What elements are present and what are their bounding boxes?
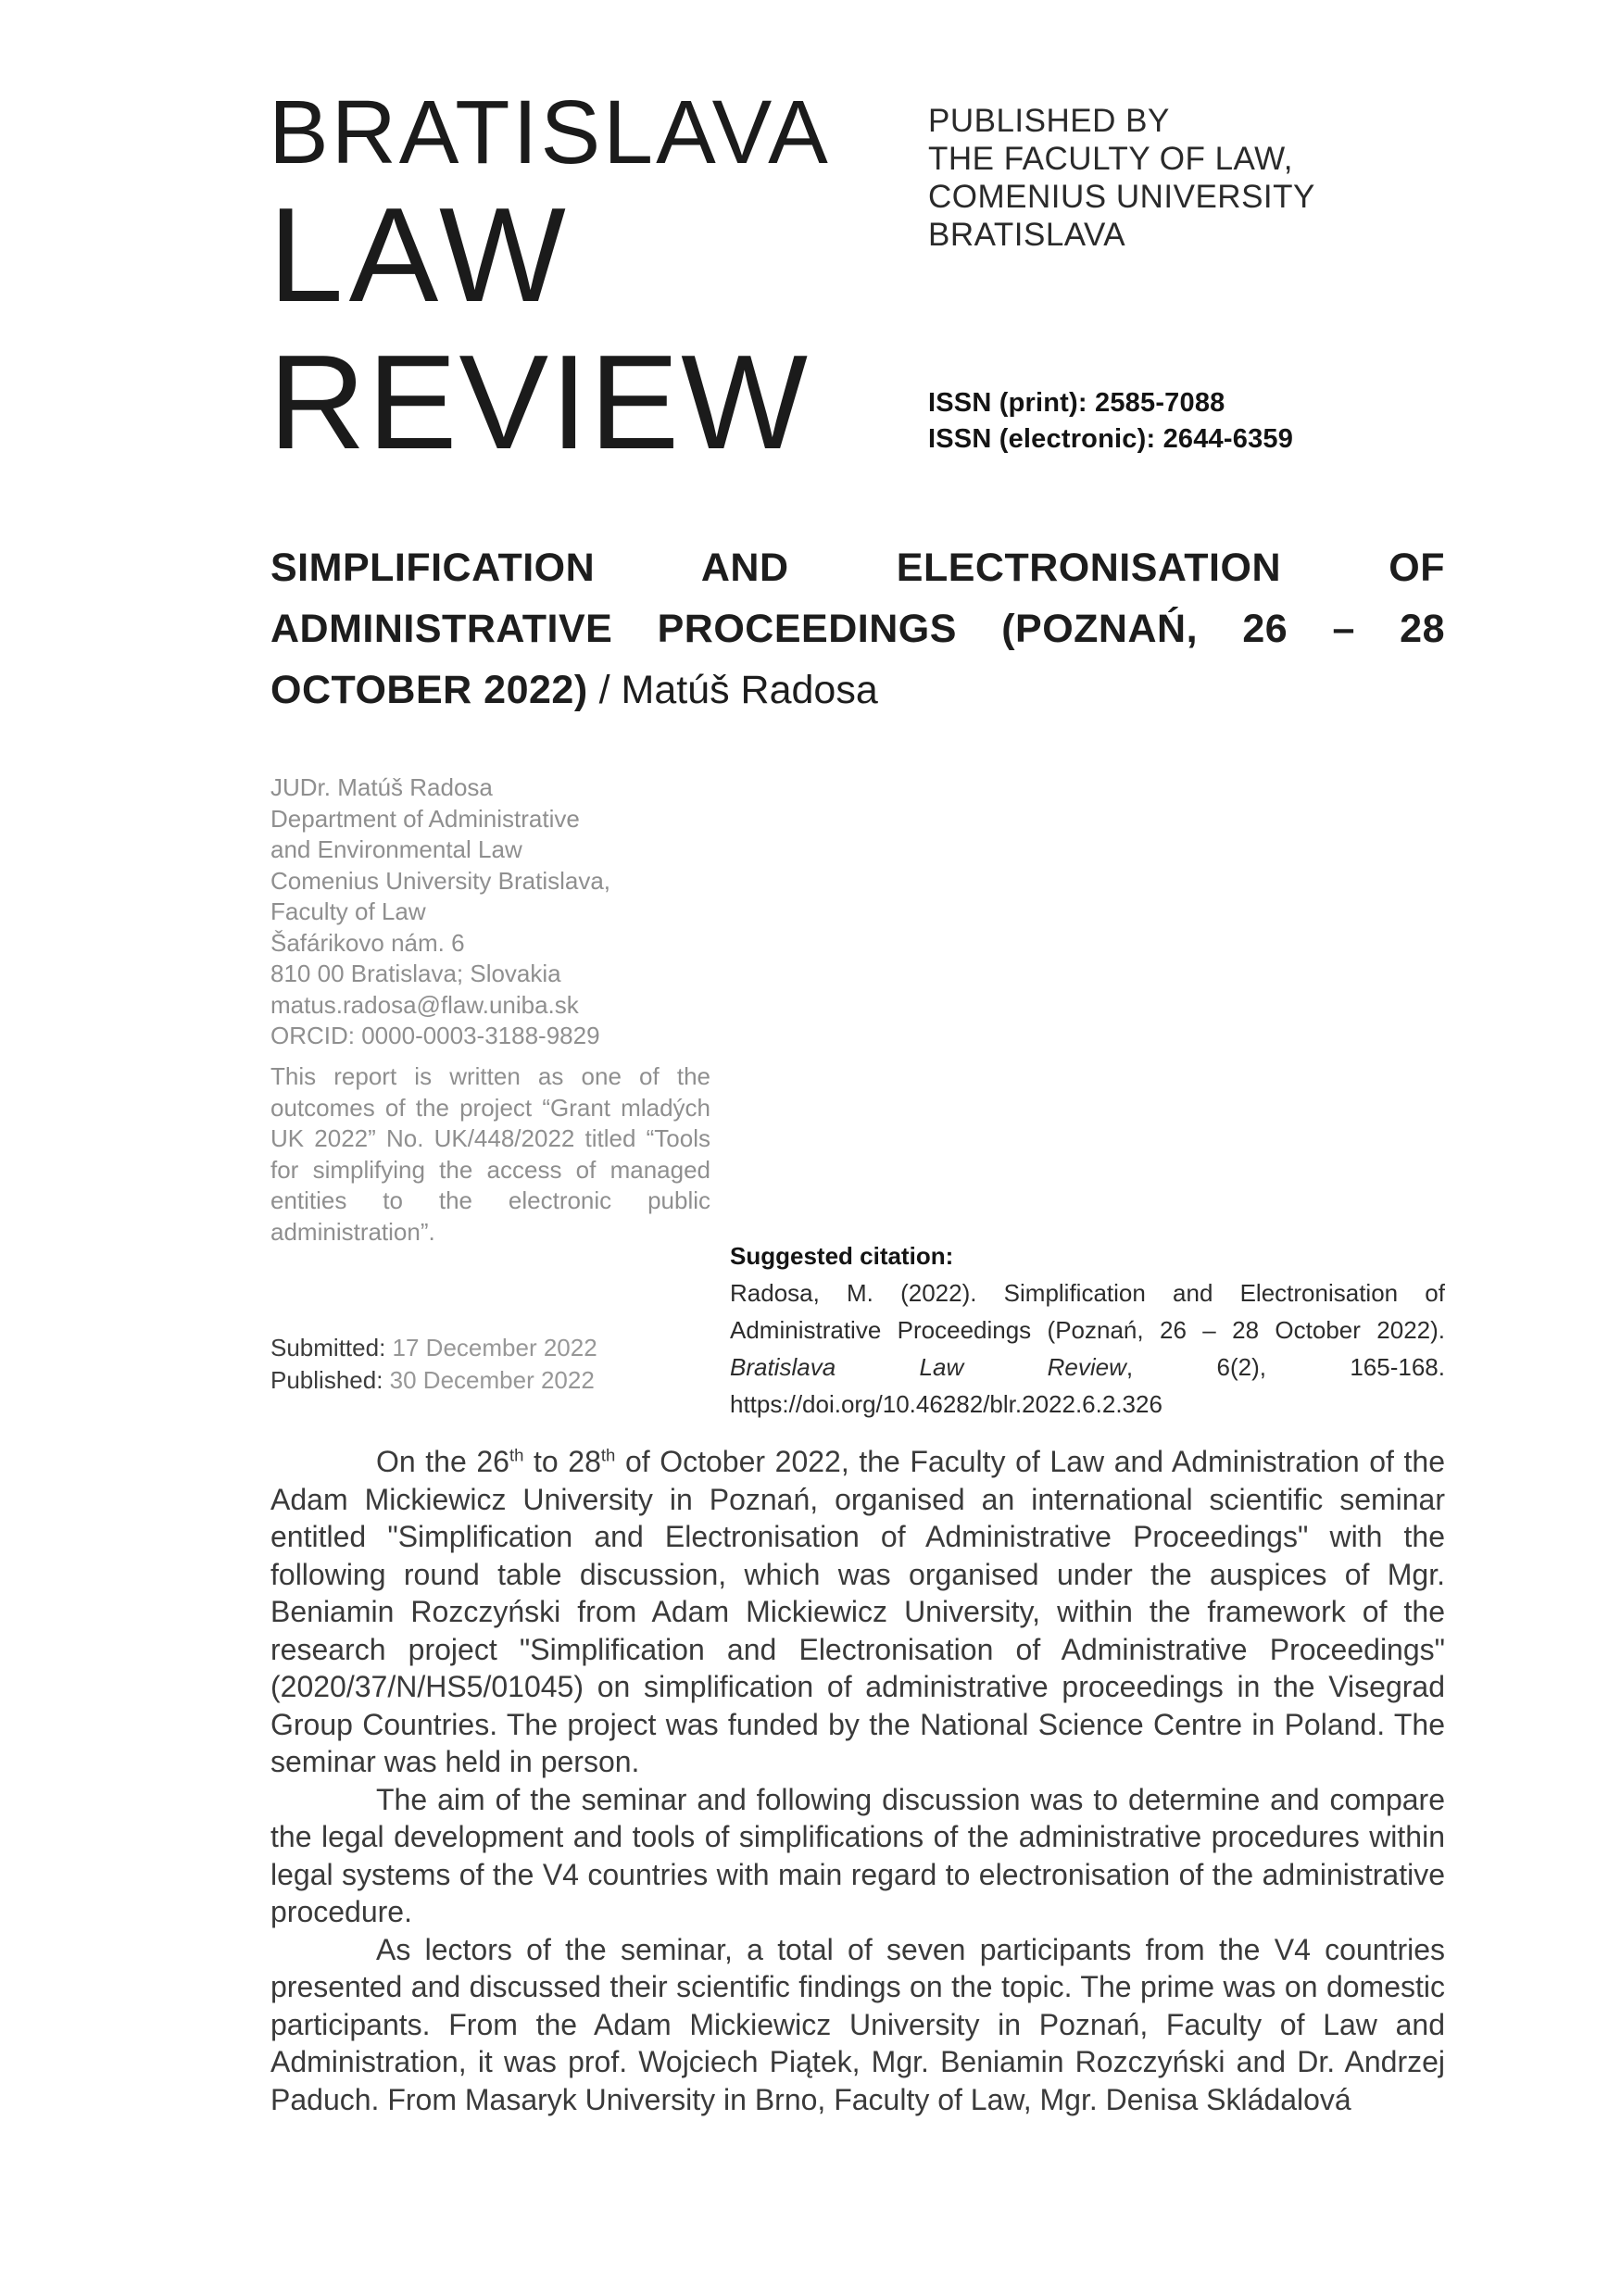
suggested-citation-block	[730, 1237, 1445, 1423]
suggested-citation-heading: Suggested citation:	[730, 1242, 954, 1270]
published-value: 30 December 2022	[389, 1366, 595, 1394]
journal-logo	[269, 82, 831, 477]
published-by-line: PUBLISHED BY	[928, 103, 1170, 139]
p1-rest: of October 2022, the Faculty of Law and Administration of the Adam Mickiewicz University in Poznań, organised an international scientific seminar entitled "Simplification and Electronisation of Administrative Proceedings" with the following round table discussion, which was organised under the auspices of Mgr. Beniamin Rozczyński from Adam Mickiewicz University, within the framework of the research project "Simplification and Electronisation of Administrative Proceedings" (2020/37/N/HS5/01045) on simplification of administrative proceedings in the Visegrad Group Countries. The project was funded by the National Science Centre in Poland. The seminar was held in person.	[270, 1445, 1446, 1778]
published-by-block	[928, 102, 1502, 254]
p1-superscript: th	[600, 1445, 616, 1465]
published-by-line: COMENIUS UNIVERSITY	[928, 179, 1315, 215]
author-department: Department of Administrative	[270, 804, 580, 833]
published-label: Published:	[270, 1366, 383, 1394]
author-department: and Environmental Law	[270, 835, 522, 863]
citation-pre: Radosa, M. (2022). Simplification and Electronisation of Administrative Proceedings (Poznań, 26 – 28 October 2022).	[730, 1279, 1445, 1344]
article-title	[270, 537, 1445, 721]
author-city: 810 00 Bratislava; Slovakia	[270, 960, 561, 987]
submitted-label: Submitted:	[270, 1334, 386, 1361]
author-faculty: Faculty of Law	[270, 897, 426, 925]
suggested-citation-text	[730, 1274, 1445, 1423]
submitted-row	[270, 1332, 710, 1364]
body-paragraph-3: As lectors of the seminar, a total of seven participants from the V4 countries presented and discussed their scientific findings on the topic. The prime was on domestic participants. From the Adam Mickiewicz University in Poznań, Faculty of Law and Administration, it was prof. Wojciech Piątek, Mgr. Beniamin Rozczyński and Dr. Andrzej Paduch. From Masaryk University in Brno, Faculty of Law, Mgr. Denisa Skládalová	[270, 1932, 1445, 2116]
published-by-line: BRATISLAVA	[928, 217, 1126, 253]
p1-superscript: th	[509, 1445, 524, 1465]
author-orcid: ORCID: 0000-0003-3188-9829	[270, 1022, 600, 1049]
citation-post: , 6(2), 165-168.	[1125, 1353, 1445, 1381]
article-title-author: Matúš Radosa	[621, 668, 878, 712]
journal-logo-line: LAW	[269, 180, 572, 330]
journal-logo-line: REVIEW	[269, 327, 810, 477]
p1-pre: On the 26	[376, 1445, 509, 1478]
issn-print: ISSN (print): 2585-7088	[928, 388, 1225, 418]
submission-dates	[270, 1332, 710, 1397]
body-paragraph-1	[270, 1443, 1445, 1781]
author-university: Comenius University Bratislava,	[270, 866, 611, 895]
citation-doi-link[interactable]: https://doi.org/10.46282/blr.2022.6.2.326	[730, 1390, 1162, 1418]
title-separator: /	[587, 668, 622, 712]
author-street: Šafárikovo nám. 6	[270, 928, 465, 957]
citation-journal-name: Bratislava Law Review	[730, 1353, 1126, 1381]
published-by-line: THE FACULTY OF LAW,	[928, 141, 1293, 177]
author-affiliation-block	[270, 772, 710, 1052]
body-paragraph-2: The aim of the seminar and following discussion was to determine and compare the legal development and tools of simplifications of the administrative procedures within legal systems of the V4 countries with main regard to electronisation of the administrative procedure.	[270, 1782, 1445, 1928]
author-email-link[interactable]: matus.radosa@flaw.uniba.sk	[270, 990, 579, 1019]
submitted-value: 17 December 2022	[392, 1334, 597, 1361]
p1-mid: to 28	[523, 1445, 601, 1478]
article-body	[270, 1443, 1445, 2118]
issn-electronic: ISSN (electronic): 2644-6359	[928, 424, 1294, 454]
published-row	[270, 1364, 710, 1397]
author-name: JUDr. Matúš Radosa	[270, 773, 493, 801]
article-title-main: SIMPLIFICATION AND ELECTRONISATION OF ADMINISTRATIVE PROCEEDINGS (POZNAŃ, 26 – 28 OCTOBER 2022)	[270, 546, 1445, 712]
project-note: This report is written as one of the outcomes of the project “Grant mladých UK 2022” No. UK/448/2022 titled “Tools for simplifying the access of managed entities to the electronic public administration”.	[270, 1062, 710, 1246]
journal-logo-line: BRATISLAVA	[269, 82, 831, 182]
issn-block	[928, 385, 1502, 458]
